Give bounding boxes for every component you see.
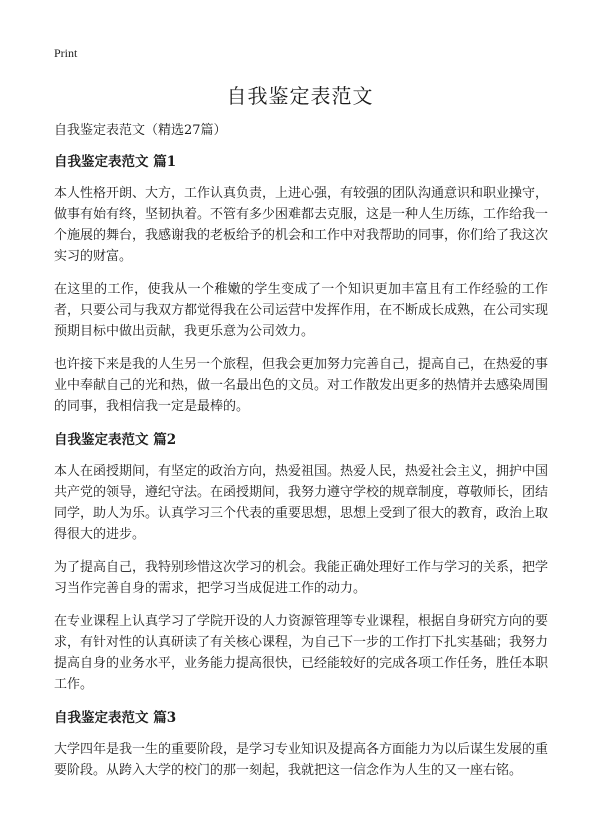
document-body xyxy=(54,120,548,793)
section-1 xyxy=(54,151,548,417)
section-heading: 自我鉴定表范文 篇2 xyxy=(54,432,177,448)
print-link[interactable]: Print xyxy=(54,46,78,60)
paragraph: 为了提高自己，我特别珍惜这次学习的机会。我能正确处理好工作与学习的关系，把学习当作完善自身的需求，把学习当成促进工作的动力。 xyxy=(54,560,549,596)
section-3 xyxy=(54,707,548,781)
document-title: 自我鉴定表范文 xyxy=(226,84,374,108)
paragraph: 在专业课程上认真学习了学院开设的人力资源管理等专业课程，根据自身研究方向的要求，有针对性的认真研读了有关核心课程，为自己下一步的工作打下扎实基础；我努力提高自身的业务水平，业务能力提高很快，已经能较好的完成各项工作任务，胜任本职工作。 xyxy=(54,614,549,692)
paragraph: 大学四年是我一生的重要阶段，是学习专业知识及提高各方面能力为以后谋生发展的重要阶段。从跨入大学的校门的那一刻起，我就把这一信念作为人生的又一座右铭。 xyxy=(54,742,549,778)
section-heading: 自我鉴定表范文 篇1 xyxy=(54,154,177,170)
section-2 xyxy=(54,429,548,695)
paragraph: 本人在函授期间，有坚定的政治方向，热爱祖国。热爱人民，热爱社会主义，拥护中国共产党的领导，遵纪守法。在函授期间，我努力遵守学校的规章制度，尊敬师长，团结同学，助人为乐。认真学习三个代表的重要思想，思想上受到了很大的教育，政治上取得很大的进步。 xyxy=(54,464,549,542)
paragraph: 在这里的工作，使我从一个稚嫩的学生变成了一个知识更加丰富且有工作经验的工作者，只要公司与我双方都觉得我在公司运营中发挥作用，在不断成长成熟，在公司实现预期目标中做出贡献，我更乐意为公司效力。 xyxy=(54,282,549,339)
paragraph: 本人性格开朗、大方，工作认真负责，上进心强，有较强的团队沟通意识和职业操守，做事有始有终，坚韧执着。不管有多少困难都去克服，这是一种人生历练，工作给我一个施展的舞台，我感谢我的老板给予的机会和工作中对我帮助的同事，你们给了我这次实习的财富。 xyxy=(54,186,549,264)
document-subtitle: 自我鉴定表范文（精选27篇） xyxy=(54,123,227,138)
paragraph: 也许接下来是我的人生另一个旅程，但我会更加努力完善自己，提高自己，在热爱的事业中奉献自己的光和热，做一名最出色的文员。对工作散发出更多的热情并去感染周围的同事，我相信我一定是最棒的。 xyxy=(54,357,549,414)
section-heading: 自我鉴定表范文 篇3 xyxy=(54,710,177,726)
